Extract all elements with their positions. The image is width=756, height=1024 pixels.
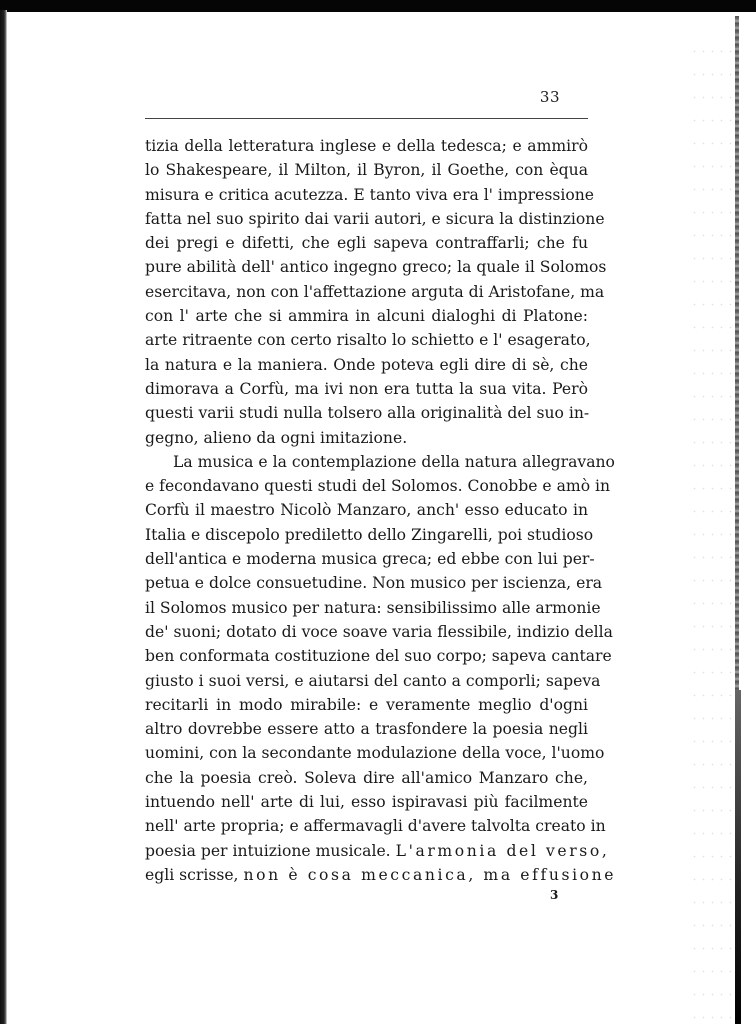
header-rule: [145, 118, 588, 119]
text-line: misura e critica acutezza. E tanto viva era l' impressione: [145, 185, 595, 204]
text-line: lo Shakespeare, il Milton, il Byron, il Goethe, con èqua: [145, 161, 588, 180]
text-line: e fecondavano questi studi del Solomos. Conobbe e amò in: [145, 477, 611, 496]
text-line: arte ritraente con certo risalto lo schietto e l' esagerato,: [145, 331, 591, 350]
text-line: altro dovrebbe essere atto a trasfondere la poesia negli: [145, 720, 588, 739]
text-line: Italia e discepolo prediletto dello Zingarelli, poi studioso: [145, 525, 594, 544]
text-line: intuendo nell' arte di lui, esso ispiravasi più facilmente: [145, 793, 588, 812]
text-line: recitarli in modo mirabile: e veramente meglio d'ogni: [145, 695, 588, 714]
text-line: dell'antica e moderna musica greca; ed ebbe con lui per-: [145, 550, 595, 569]
text-line: giusto i suoi versi, e aiutarsi del canto a comporli; sapeva: [145, 671, 601, 690]
text-line: con l' arte che si ammira in alcuni dialoghi di Platone:: [145, 307, 588, 326]
text-line: il Solomos musico per natura: sensibilissimo alle armonie: [145, 598, 601, 617]
printer-signature-mark: 3: [550, 888, 559, 902]
text-line: Corfù il maestro Nicolò Manzaro, anch' esso educato in: [145, 501, 588, 520]
body-text: [145, 134, 617, 887]
text-line: fatta nel suo spirito dai varii autori, e sicura la distinzione: [145, 209, 605, 228]
text-line: dei pregi e difetti, che egli sapeva contraffarli; che fu: [145, 234, 588, 253]
text-line: [145, 863, 617, 887]
text-line-start: egli scrisse,: [145, 865, 239, 884]
text-line: pure abilità dell' antico ingegno greco; la quale il Solomos: [145, 258, 607, 277]
text-line: petua e dolce consuetudine. Non musico per iscienza, era: [145, 574, 603, 593]
spaced-emphasis: L'armonia del verso,: [395, 841, 610, 860]
text-line: nell' arte propria; e affermavagli d'avere talvolta creato in: [145, 817, 606, 836]
paragraph-start-line: La musica e la contemplazione della natura allegravano: [173, 452, 615, 471]
text-line: [145, 839, 610, 863]
text-line-start: poesia per intuizione musicale.: [145, 841, 391, 860]
text-line: dimorava a Corfù, ma ivi non era tutta la sua vita. Però: [145, 379, 588, 398]
text-line: tizia della letteratura inglese e della tedesca; e ammirò: [145, 137, 588, 155]
text-line: ben conformata costituzione del suo corpo; sapeva cantare: [145, 647, 612, 666]
scan-right-border-shadow: [735, 690, 741, 1024]
spaced-emphasis: non è cosa meccanica, ma effusione: [243, 865, 617, 884]
scan-top-border: [0, 0, 756, 12]
scan-right-margin-noise: [690, 40, 735, 1020]
paragraph-end-line: gegno, alieno da ogni imitazione.: [145, 428, 408, 447]
text-line: esercitava, non con l'affettazione arguta di Aristofane, ma: [145, 282, 605, 301]
text-line: la natura e la maniera. Onde poteva egli dire di sè, che: [145, 355, 588, 374]
text-line: uomini, con la secondante modulazione della voce, l'uomo: [145, 744, 605, 763]
text-line: che la poesia creò. Soleva dire all'amico Manzaro che,: [145, 768, 588, 787]
page-number: 33: [539, 88, 560, 106]
text-line: de' suoni; dotato di voce soave varia flessibile, indizio della: [145, 622, 613, 641]
scan-left-border: [0, 10, 7, 1024]
text-line: questi varii studi nulla tolsero alla originalità del suo in-: [145, 404, 590, 423]
